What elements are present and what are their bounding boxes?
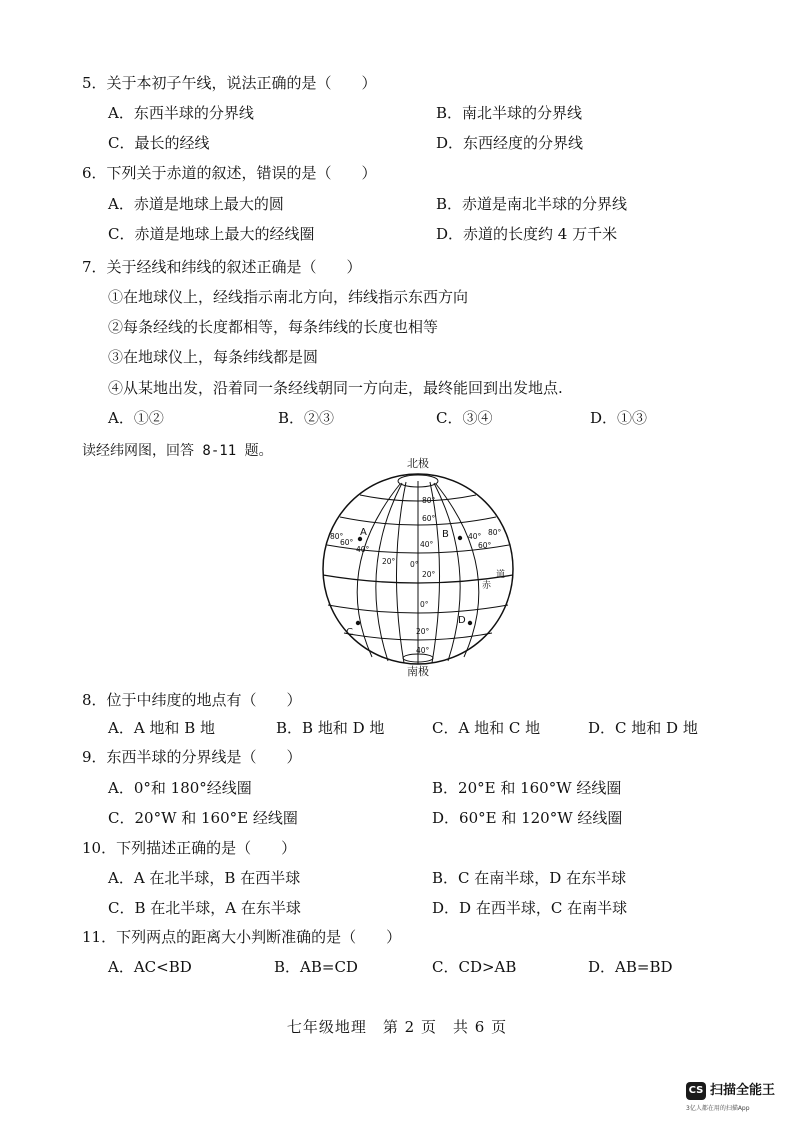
- lon-label-20w: 20°: [382, 557, 396, 566]
- lat-label-20n: 20°: [422, 570, 436, 579]
- lat-label-60: 60°: [422, 514, 436, 523]
- q7-option-d: D．①③: [590, 409, 648, 427]
- q8-option-b: B．B 地和 D 地: [276, 719, 385, 737]
- q11-option-c: C．CD>AB: [432, 958, 517, 976]
- q6-option-d: D．赤道的长度约 4 万千米: [436, 225, 618, 243]
- q5-option-d: D．东西经度的分界线: [436, 134, 584, 152]
- q9-option-d: D．60°E 和 120°W 经线圈: [432, 809, 623, 827]
- scanner-app-name: 扫描全能王: [710, 1083, 776, 1098]
- q11-option-b: B．AB=CD: [274, 958, 358, 976]
- q9-stem: 9．东西半球的分界线是（ ）: [82, 748, 302, 766]
- q7-option-b: B．②③: [278, 409, 335, 427]
- lat-label-80: 80°: [422, 496, 436, 505]
- north-pole-label: 北极: [407, 457, 429, 470]
- q7-statement-1: ①在地球仪上，经线指示南北方向，纬线指示东西方向: [108, 288, 469, 306]
- lon-label-40w: 40°: [356, 545, 370, 554]
- scanner-watermark: [686, 1082, 794, 1122]
- lon-label-60w: 60°: [340, 538, 354, 547]
- q6-option-a: A．赤道是地球上最大的圆: [108, 195, 284, 213]
- q6-option-b: B．赤道是南北半球的分界线: [436, 195, 628, 213]
- point-d-marker: [468, 621, 472, 625]
- scanner-tagline: 3亿人都在用的扫描App: [686, 1105, 750, 1112]
- q9-option-a: A．0°和 180°经线圈: [108, 779, 252, 797]
- meridian-line: [376, 483, 402, 661]
- meridian-line: [434, 483, 460, 661]
- q11-option-d: D．AB=BD: [588, 958, 673, 976]
- q11-stem: 11．下列两点的距离大小判断准确的是（ ）: [82, 928, 402, 946]
- point-c-marker: [356, 621, 360, 625]
- meridian-line: [436, 484, 479, 657]
- q8-stem: 8．位于中纬度的地点有（ ）: [82, 691, 302, 709]
- q10-option-c: C．B 在北半球，A 在东半球: [108, 899, 301, 917]
- lon-label-80e: 80°: [488, 528, 502, 537]
- equator-label-2: 道: [496, 570, 506, 580]
- q10-option-d: D．D 在西半球，C 在南半球: [432, 899, 628, 917]
- meridian-line: [396, 482, 406, 663]
- page-footer: 七年级地理 第 2 页 共 6 页: [286, 1018, 508, 1036]
- q10-option-a: A．A 在北半球，B 在西半球: [108, 869, 301, 887]
- q11-option-a: A．AC<BD: [108, 958, 192, 976]
- q7-statement-3: ③在地球仪上，每条纬线都是圆: [108, 348, 319, 366]
- q7-option-a: A．①②: [108, 409, 164, 427]
- q8-option-a: A．A 地和 B 地: [108, 719, 215, 737]
- q5-option-a: A．东西半球的分界线: [108, 104, 254, 122]
- q5-stem: 5．关于本初子午线，说法正确的是（ ）: [82, 74, 377, 92]
- q7-option-c: C．③④: [436, 409, 493, 427]
- lat-label-0: 0°: [420, 600, 429, 609]
- latitude-longitude-globe: [318, 455, 518, 680]
- q8-option-d: D．C 地和 D 地: [588, 719, 698, 737]
- q6-option-c: C．赤道是地球上最大的经线圈: [108, 225, 315, 243]
- section-intro: 读经纬网图，回答 8-11 题。: [82, 443, 273, 459]
- cs-logo-icon: CS: [686, 1082, 706, 1100]
- q9-option-c: C．20°W 和 160°E 经线圈: [108, 809, 298, 827]
- q10-stem: 10．下列描述正确的是（ ）: [82, 839, 297, 857]
- lon-label-40e: 40°: [468, 532, 482, 541]
- q5-option-b: B．南北半球的分界线: [436, 104, 583, 122]
- lat-label-40: 40°: [420, 540, 434, 549]
- point-c-label: C: [346, 627, 353, 638]
- q7-statement-2: ②每条经线的长度都相等，每条纬线的长度也相等: [108, 318, 439, 336]
- point-a-label: A: [360, 527, 367, 538]
- lat-label-20s: 20°: [416, 627, 430, 636]
- lon-label-60e: 60°: [478, 541, 492, 550]
- q7-stem: 7．关于经线和纬线的叙述正确是（ ）: [82, 258, 362, 276]
- q5-option-c: C．最长的经线: [108, 134, 210, 152]
- lon-label-0: 0°: [410, 560, 419, 569]
- q7-statement-4: ④从某地出发，沿着同一条经线朝同一方向走，最终能回到出发地点.: [108, 379, 563, 397]
- meridian-line: [357, 484, 400, 657]
- point-b-marker: [458, 536, 462, 540]
- q9-option-b: B．20°E 和 160°W 经线圈: [432, 779, 622, 797]
- equator-label-1: 赤: [482, 581, 492, 591]
- point-b-label: B: [442, 529, 449, 540]
- q10-option-b: B．C 在南半球，D 在东半球: [432, 869, 627, 887]
- q6-stem: 6．下列关于赤道的叙述，错误的是（ ）: [82, 164, 377, 182]
- south-pole-label: 南极: [407, 665, 429, 678]
- q8-option-c: C．A 地和 C 地: [432, 719, 541, 737]
- point-d-label: D: [458, 615, 466, 626]
- lon-label-80w: 80°: [330, 532, 344, 541]
- lat-label-40s: 40°: [416, 646, 430, 655]
